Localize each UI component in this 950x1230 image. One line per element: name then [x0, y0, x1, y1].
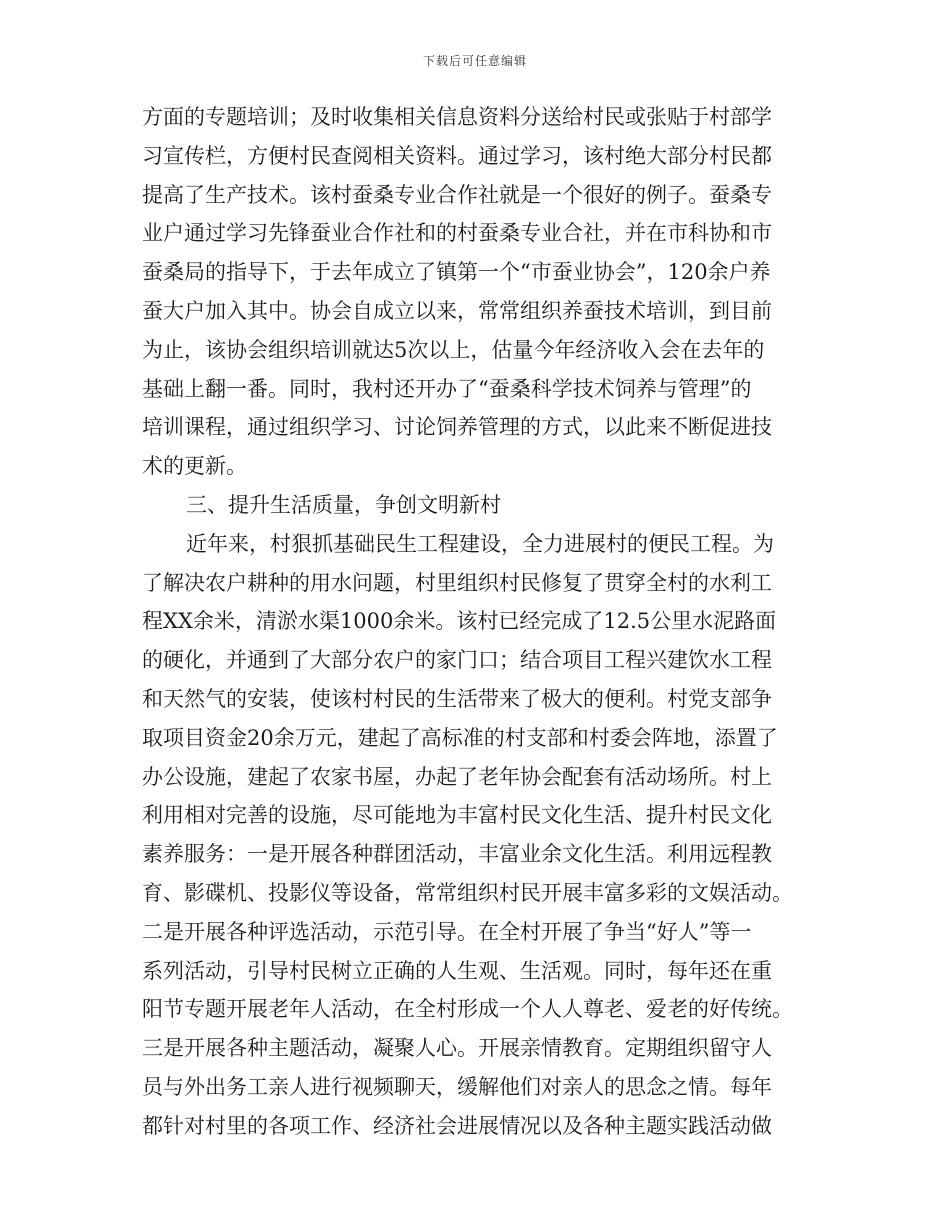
text-line: 习宣传栏，方便村民查阅相关资料。通过学习，该村绝大部分村民都: [142, 143, 772, 168]
text-line: 方面的专题培训；及时收集相关信息资料分送给村民或张贴于村部学: [142, 105, 772, 129]
text-line: 程XX余米，清淤水渠1000余米。该村已经完成了12.5公里水泥路面: [142, 609, 777, 634]
text-line: 三是开展各种主题活动，凝聚人心。开展亲情教育。定期组织留守人: [142, 1036, 772, 1061]
text-line: 办公设施，建起了农家书屋，办起了老年协会配套有活动场所。村上: [142, 764, 772, 789]
text-line: 的硬化，并通到了大部分农户的家门口；结合项目工程兴建饮水工程: [142, 648, 772, 673]
text-line: 近年来，村狠抓基础民生工程建设，全力进展村的便民工程。为: [186, 531, 774, 556]
text-line: 业户通过学习先锋蚕业合作社和的村蚕桑专业合社，并在市科协和市: [142, 221, 772, 246]
text-line: 员与外出务工亲人进行视频聊天，缓解他们对亲人的思念之情。每年: [142, 1074, 772, 1099]
text-line: 取项目资金20余万元，建起了高标准的村支部和村委会阵地，添置了: [142, 725, 778, 750]
text-line: 二是开展各种评选活动，示范引导。在全村开展了争当“好人”等一: [142, 919, 752, 944]
text-line: 基础上翻一番。同时，我村还开办了“蚕桑科学技术饲养与管理”的: [142, 376, 752, 401]
text-line: 都针对村里的各项工作、经济社会进展情况以及各种主题实践活动做: [142, 1113, 772, 1138]
text-line: 为止，该协会组织培训就达5次以上，估量今年经济收入会在去年的: [142, 337, 765, 362]
text-line: 素养服务：一是开展各种群团活动，丰富业余文化生活。利用远程教: [142, 842, 772, 867]
document-body: [142, 98, 810, 1146]
text-line: 了解决农户耕种的用水问题，村里组织村民修复了贯穿全村的水利工: [142, 570, 772, 595]
text-line: 和天然气的安装，使该村村民的生活带来了极大的便利。村党支部争: [142, 686, 772, 711]
text-line: 阳节专题开展老年人活动，在全村形成一个人人尊老、爱老的好传统。: [142, 997, 793, 1022]
text-line: 育、影碟机、投影仪等设备，常常组织村民开展丰富多彩的文娱活动。: [142, 880, 793, 905]
page-header: 下载后可任意编辑: [422, 54, 527, 68]
text-line: 培训课程，通过组织学习、讨论饲养管理的方式，以此来不断促进技: [142, 415, 772, 440]
text-line: 利用相对完善的设施，尽可能地为丰富村民文化生活、提升村民文化: [142, 803, 772, 828]
text-line: 蚕桑局的指导下，于去年成立了镇第一个“市蚕业协会”，120余户养: [142, 260, 771, 285]
section-heading: 三、提升生活质量，争创文明新村: [186, 492, 501, 517]
text-line: 术的更新。: [142, 454, 247, 479]
text-line: 提高了生产技术。该村蚕桑专业合作社就是一个很好的例子。蚕桑专: [142, 182, 772, 207]
text-line: 系列活动，引导村民树立正确的人生观、生活观。同时，每年还在重: [142, 958, 772, 983]
text-line: 蚕大户加入其中。协会自成立以来，常常组织养蚕技术培训，到目前: [142, 298, 772, 323]
